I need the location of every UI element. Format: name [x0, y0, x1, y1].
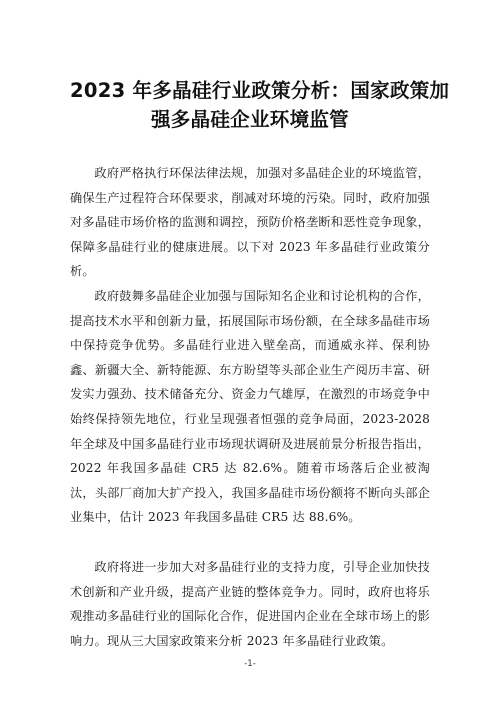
document-body — [70, 161, 430, 653]
title-line-2: 强多晶硅企业环境监管 — [150, 108, 349, 131]
title-line-1: 2023 年多晶硅行业政策分析：国家政策加 — [70, 79, 450, 102]
page-number: -1- — [244, 659, 256, 669]
paragraph-1: 政府严格执行环保法律法规，加强对多晶硅企业的环境监管，确保生产过程符合环保要求，削减对环境的污染。同时，政府加强对多晶硅市场价格的监测和调控，预防价格垄断和恶性竞争现象，保障多晶硅行业的健康进展。以下对 2023 年多晶硅行业政策分析。 — [70, 166, 430, 279]
document-title — [70, 76, 450, 134]
paragraph-2: 政府鼓舞多晶硅企业加强与国际知名企业和讨论机构的合作，提高技术水平和创新力量，拓展国际市场份额，在全球多晶硅市场中保持竞争优势。多晶硅行业进入壁垒高，而通威永祥、保利协鑫、新疆大全、新特能源、东方盼望等头部企业生产阅历丰富、研发实力强劲、技术储备充分、资金力气雄厚，在激烈的市场竞争中始终保持领先地位，行业呈现强者恒强的竞争局面，2023-2028 年全球及中国多晶硅行业市场现状调研及进展前景分析报告指出，2022 年我国多晶硅 CR5 达 82.6%。随着市场落后企业被淘汰，头部厂商加大扩产投入，我国多晶硅市场份额将不断向头部企业集中，估计 2023 年我国多晶硅 CR5 达 88.6%。 — [70, 288, 430, 525]
paragraph-3: 政府将进一步加大对多晶硅行业的支持力度，引导企业加快技术创新和产业升级，提高产业链的整体竞争力。同时，政府也将乐观推动多晶硅行业的国际化合作，促进国内企业在全球市场上的影响力。现从三大国家政策来分析 2023 年多晶硅行业政策。 — [70, 559, 430, 648]
